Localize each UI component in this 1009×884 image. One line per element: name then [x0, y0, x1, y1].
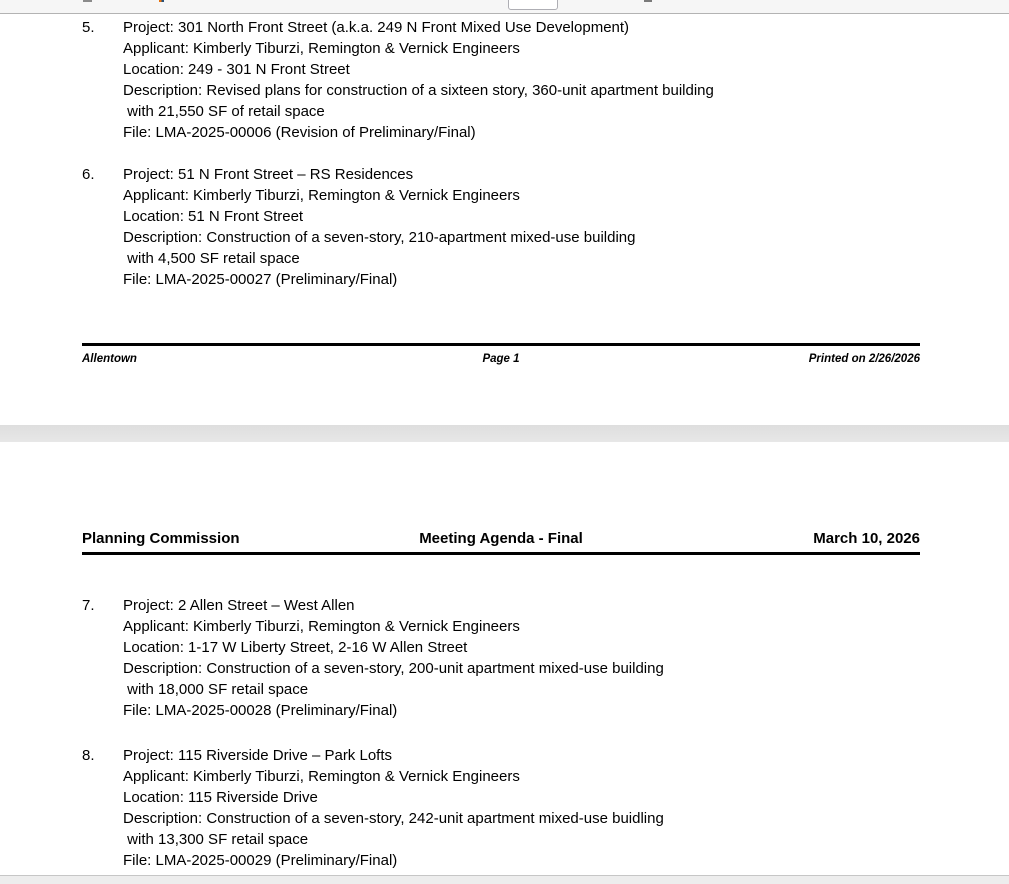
item-number: 5.: [82, 19, 95, 36]
file-line: File: LMA-2025-00028 (Preliminary/Final): [123, 702, 398, 719]
agenda-item-8: [82, 745, 927, 871]
description-line: Description: Construction of a seven-story, 200-unit apartment mixed-use building: [123, 660, 664, 677]
description-cont-line: with 13,300 SF retail space: [123, 831, 309, 848]
file-line: File: LMA-2025-00006 (Revision of Preliminary/Final): [123, 124, 476, 141]
description-cont-line: with 4,500 SF retail space: [123, 250, 300, 267]
footer-printed-date: Printed on 2/26/2026: [808, 353, 920, 365]
item-number: 7.: [82, 597, 95, 614]
location-line: Location: 51 N Front Street: [123, 208, 304, 225]
location-line: Location: 1-17 W Liberty Street, 2-16 W Allen Street: [123, 639, 468, 656]
document-page-1: [0, 14, 1009, 425]
page-footer: [82, 352, 920, 366]
document-page-2: [0, 442, 1009, 875]
file-line: File: LMA-2025-00029 (Preliminary/Final): [123, 852, 398, 869]
header-agenda-title: Meeting Agenda - Final: [419, 530, 583, 547]
description-cont-line: with 21,550 SF of retail space: [123, 103, 325, 120]
description-line: Description: Construction of a seven-story, 210-apartment mixed-use building: [123, 229, 636, 246]
description-line: Description: Construction of a seven-story, 242-unit apartment mixed-use buidling: [123, 810, 664, 827]
applicant-line: Applicant: Kimberly Tiburzi, Remington & Vernick Engineers: [123, 40, 520, 57]
project-line: Project: 301 North Front Street (a.k.a. 249 N Front Mixed Use Development): [123, 19, 630, 36]
project-line: Project: 115 Riverside Drive – Park Lofts: [123, 747, 392, 764]
applicant-line: Applicant: Kimberly Tiburzi, Remington & Vernick Engineers: [123, 187, 520, 204]
agenda-item-7: [82, 595, 927, 721]
cropped-toolbar-icon[interactable]: [83, 0, 92, 2]
cropped-app-logo-icon: [159, 0, 164, 2]
footer-page-number: Page 1: [482, 353, 520, 365]
item-number: 6.: [82, 166, 95, 183]
footer-city-label: Allentown: [82, 353, 137, 365]
page-gap-separator: [0, 425, 1009, 442]
project-line: Project: 51 N Front Street – RS Residences: [123, 166, 414, 183]
applicant-line: Applicant: Kimberly Tiburzi, Remington & Vernick Engineers: [123, 618, 520, 635]
page-number-input[interactable]: [508, 0, 558, 10]
cropped-zoom-out-icon[interactable]: [644, 0, 652, 2]
applicant-line: Applicant: Kimberly Tiburzi, Remington & Vernick Engineers: [123, 768, 520, 785]
file-line: File: LMA-2025-00027 (Preliminary/Final): [123, 271, 398, 288]
header-commission-label: Planning Commission: [82, 530, 240, 547]
next-page-gap-edge: [0, 875, 1009, 884]
location-line: Location: 115 Riverside Drive: [123, 789, 318, 806]
page-header-rule: [82, 552, 920, 555]
header-meeting-date: March 10, 2026: [813, 530, 920, 547]
description-line: Description: Revised plans for construction of a sixteen story, 360-unit apartment building: [123, 82, 714, 99]
viewer-toolbar: [0, 0, 1009, 14]
page-footer-rule: [82, 343, 920, 346]
location-line: Location: 249 - 301 N Front Street: [123, 61, 350, 78]
page-header: [82, 530, 920, 547]
agenda-item-5: [82, 17, 927, 143]
agenda-item-6: [82, 164, 927, 290]
item-number: 8.: [82, 747, 95, 764]
project-line: Project: 2 Allen Street – West Allen: [123, 597, 355, 614]
description-cont-line: with 18,000 SF retail space: [123, 681, 309, 698]
